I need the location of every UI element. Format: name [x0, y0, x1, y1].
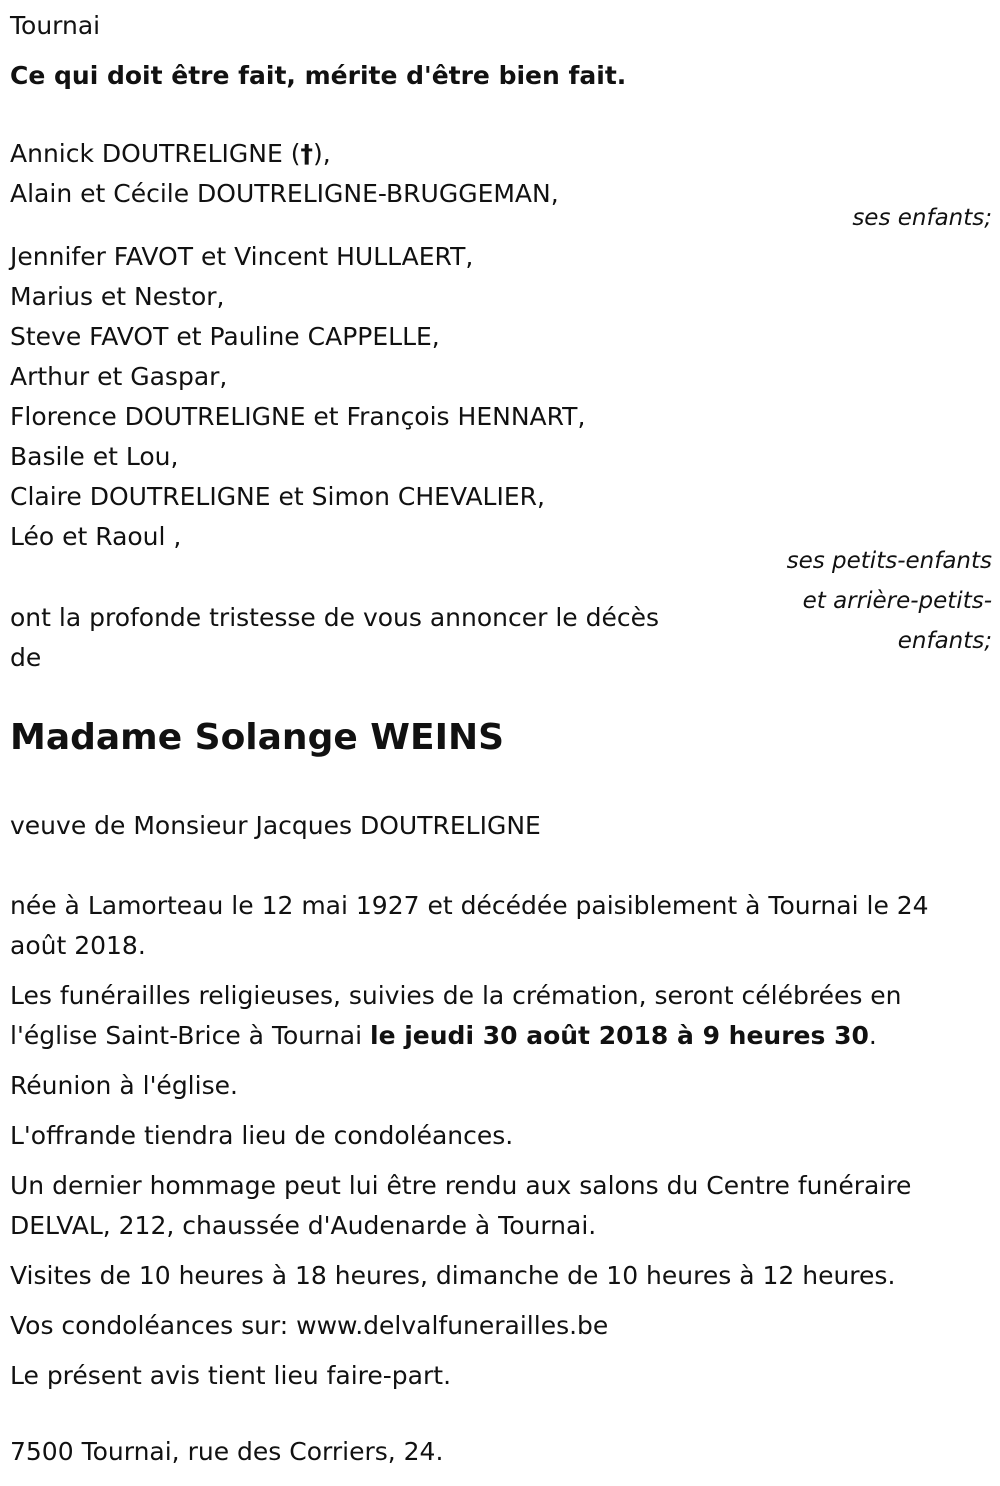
grandchild-name: Marius et Nestor, [10, 282, 225, 311]
birth-death: née à Lamorteau le 12 mai 1927 et décédée paisiblement à Tournai le 24 août 2018. [10, 891, 929, 960]
cross-icon: † [300, 139, 313, 168]
grandchildren-list [10, 237, 992, 557]
grandchild-name: Claire DOUTRELIGNE et Simon CHEVALIER, [10, 482, 545, 511]
grandchildren-role: ses petits-enfants et arrière-petits- enfants; [786, 548, 992, 654]
spouse-line: veuve de Monsieur Jacques DOUTRELIGNE [10, 811, 541, 840]
meeting-info: Réunion à l'église. [10, 1071, 238, 1100]
offering-info: L'offrande tiendra lieu de condoléances. [10, 1121, 514, 1150]
child-name: Annick DOUTRELIGNE (†), [10, 139, 331, 168]
grandchild-name: Steve FAVOT et Pauline CAPPELLE, [10, 322, 440, 351]
notice-info: Le présent avis tient lieu faire-part. [10, 1361, 452, 1390]
grandchild-name: Basile et Lou, [10, 442, 179, 471]
grandchild-name: Florence DOUTRELIGNE et François HENNART, [10, 402, 586, 431]
grandchild-name: Jennifer FAVOT et Vincent HULLAERT, [10, 242, 474, 271]
address: 7500 Tournai, rue des Corriers, 24. [10, 1437, 444, 1466]
details-section [10, 886, 992, 1406]
child-name: Alain et Cécile DOUTRELIGNE-BRUGGEMAN, [10, 179, 559, 208]
tribute-info: Un dernier hommage peut lui être rendu aux salons du Centre funéraire DELVAL, 212, chaussée d'Audenarde à Tournai. [10, 1171, 912, 1240]
visits-info: Visites de 10 heures à 18 heures, dimanche de 10 heures à 12 heures. [10, 1261, 896, 1290]
motto: Ce qui doit être fait, mérite d'être bien fait. [10, 61, 627, 90]
grandchild-name: Arthur et Gaspar, [10, 362, 228, 391]
funeral-info: Les funérailles religieuses, suivies de la crémation, seront célébrées en l'église Saint-Brice à Tournai le jeudi 30 août 2018 à 9 heures 30. [10, 981, 902, 1050]
funeral-date: le jeudi 30 août 2018 à 9 heures 30 [370, 1021, 869, 1050]
children-role: ses enfants; [852, 205, 992, 231]
announcement: ont la profonde tristesse de vous annoncer le décès de [10, 603, 660, 672]
deceased-name: Madame Solange WEINS [10, 717, 505, 758]
children-list [10, 134, 992, 214]
grandchild-name: Léo et Raoul , [10, 522, 182, 551]
city-heading: Tournai [10, 11, 101, 40]
condolences-info: Vos condoléances sur: www.delvalfunerailles.be [10, 1311, 609, 1340]
